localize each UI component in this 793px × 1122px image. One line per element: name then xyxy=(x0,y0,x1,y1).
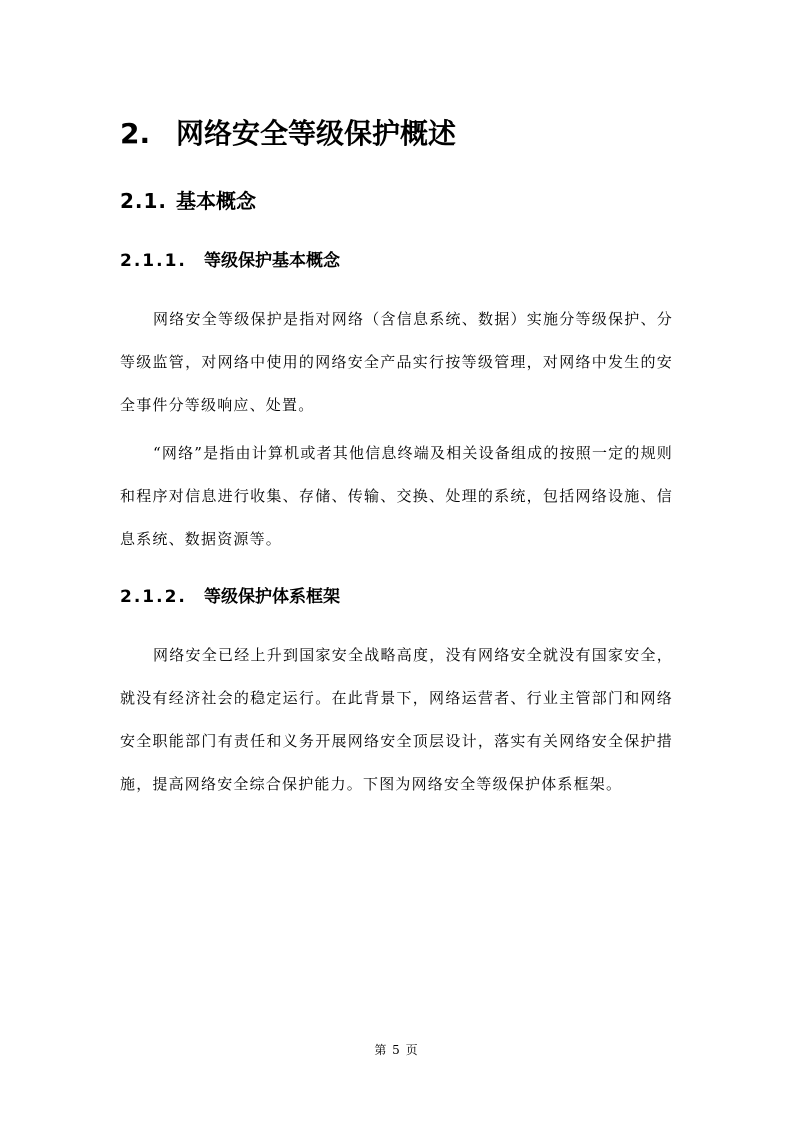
subsubsection-title: 等级保护基本概念 xyxy=(204,251,340,271)
section-heading xyxy=(120,112,456,156)
subsubsection-number: 2.1.2. xyxy=(120,587,187,607)
subsubsection-title: 等级保护体系框架 xyxy=(204,587,340,607)
subsection-number: 2.1. xyxy=(120,189,168,213)
section-title: 网络安全等级保护概述 xyxy=(176,117,457,150)
body-paragraph: 网络安全已经上升到国家安全战略高度，没有网络安全就没有国家安全，就没有经济社会的稳定运行。在此背景下，网络运营者、行业主管部门和网络安全职能部门有责任和义务开展网络安全顶层设计，落实有关网络安全保护措施，提高网络安全综合保护能力。下图为网络安全等级保护体系框架。 xyxy=(120,646,673,793)
body-paragraph: 网络安全等级保护是指对网络（含信息系统、数据）实施分等级保护、分等级监管，对网络中使用的网络安全产品实行按等级管理，对网络中发生的安全事件分等级响应、处置。 xyxy=(120,310,673,414)
section-number: 2. xyxy=(120,117,151,150)
body-paragraph: “网络”是指由计算机或者其他信息终端及相关设备组成的按照一定的规则和程序对信息进行收集、存储、传输、交换、处理的系统，包括网络设施、信息系统、数据资源等。 xyxy=(120,444,673,548)
page-number-footer: 第 5 页 xyxy=(374,1043,419,1057)
subsection-title: 基本概念 xyxy=(176,189,256,213)
subsection-heading xyxy=(120,186,256,216)
subsubsection-heading xyxy=(120,248,340,274)
subsubsection-number: 2.1.1. xyxy=(120,251,187,271)
subsubsection-heading xyxy=(120,584,340,610)
